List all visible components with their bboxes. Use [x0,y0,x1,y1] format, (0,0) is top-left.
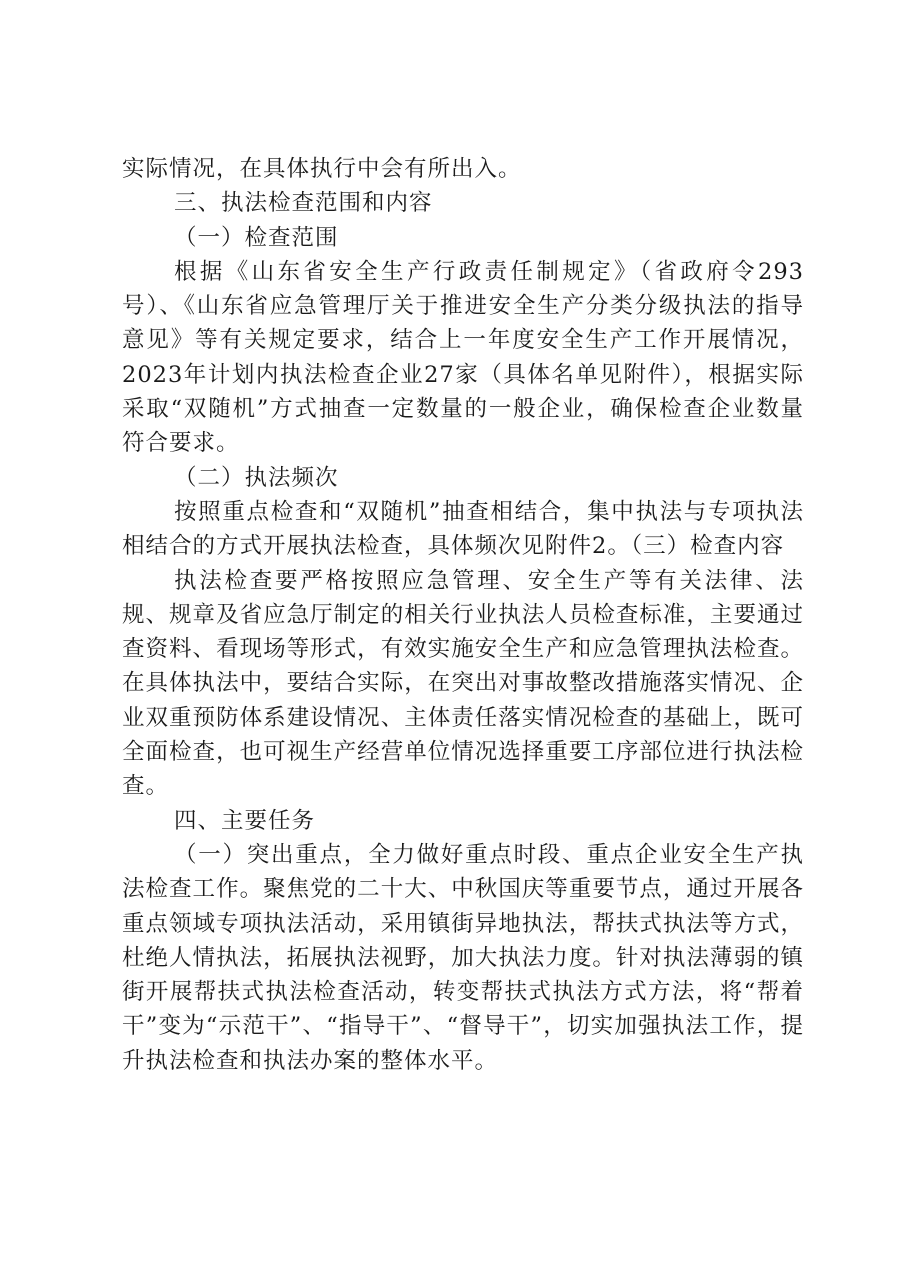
paragraph-inspection-content: 执法检查要严格按照应急管理、安全生产等有关法律、法规、规章及省应急厅制定的相关行业执法人员检查标准，主要通过查资料、看现场等形式，有效实施安全生产和应急管理执法检查。在具体执法中，要结合实际，在突出对事故整改措施落实情况、企业双重预防体系建设情况、主体责任落实情况检查的基础上，既可全面检查，也可视生产经营单位情况选择重要工序部位进行执法检查。 [122,567,804,800]
section-heading-scope-and-content: 三、执法检查范围和内容 [174,190,433,217]
subheading-inspection-scope: （一）检查范围 [174,224,339,251]
paragraph-inspection-scope: 根据《山东省安全生产行政责任制规定》（省政府令293号）、《山东省应急管理厅关于推进安全生产分类分级执法的指导意见》等有关规定要求，结合上一年度安全生产工作开展情况，2023年计划内执法检查企业27家（具体名单见附件），根据实际采取“双随机”方式抽查一定数量的一般企业，确保检查企业数量符合要求。 [122,258,804,457]
section-heading-main-tasks: 四、主要任务 [174,807,316,834]
subheading-enforcement-frequency: （二）执法频次 [174,464,339,491]
paragraph-main-task-one: （一）突出重点，全力做好重点时段、重点企业安全生产执法检查工作。聚焦党的二十大、中秋国庆等重要节点，通过开展各重点领域专项执法活动，采用镇街异地执法，帮扶式执法等方式，杜绝人情执法，拓展执法视野，加大执法力度。针对执法薄弱的镇街开展帮扶式执法检查活动，转变帮扶式执法方式方法，将“帮着干”变为“示范干”、“指导干”、“督导干”，切实加强执法工作，提升执法检查和执法办案的整体水平。 [122,841,804,1074]
paragraph-enforcement-frequency: 按照重点检查和“双随机”抽查相结合，集中执法与专项执法相结合的方式开展执法检查，具体频次见附件2。（三）检查内容 [122,498,804,560]
paragraph-continuation: 实际情况，在具体执行中会有所出入。 [122,156,522,182]
document-body [122,152,804,1078]
